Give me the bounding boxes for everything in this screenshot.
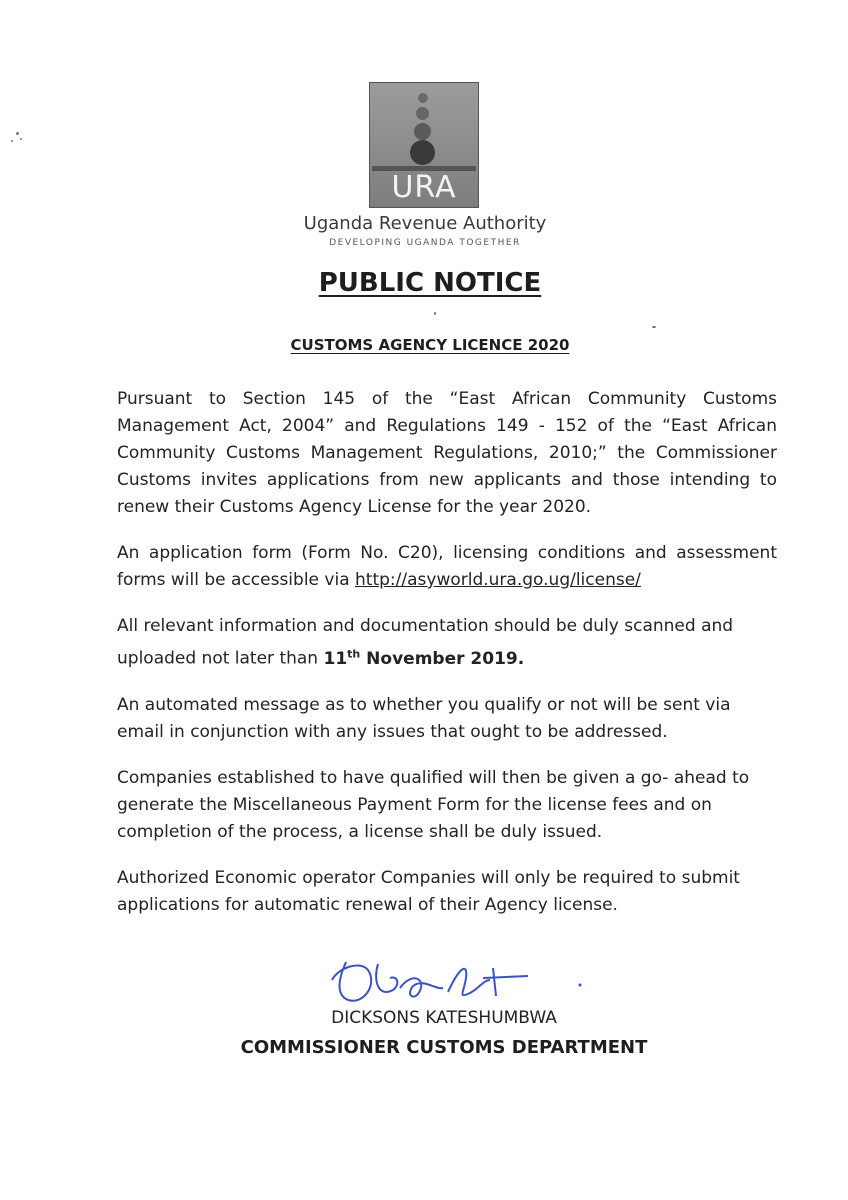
logo-text: URA	[391, 170, 457, 205]
organization-tagline: DEVELOPING UGANDA TOGETHER	[329, 238, 521, 248]
paragraph-section-reference: Pursuant to Section 145 of the “East African Community Customs Management Act, 2004” and Regulations 149 - 152 of the “East African Community Customs Management Regulations, 2010;” the Commissioner Customs invites applications from new applicants and those intending to renew their Customs Agency License for the year 2020.	[117, 389, 777, 517]
paragraph-automated-message: An automated message as to whether you qualify or not will be sent via email in conjunction with any issues that ought to be addressed.	[117, 694, 731, 742]
scan-speck	[16, 132, 19, 135]
logo-dot-medium	[414, 123, 431, 140]
notice-body	[117, 386, 777, 938]
page-title: PUBLIC NOTICE	[318, 268, 542, 298]
scan-speck	[434, 312, 436, 315]
scan-speck	[20, 138, 22, 140]
paragraph-aeo-companies: Authorized Economic operator Companies will only be required to submit applications for automatic renewal of their Agency license.	[117, 867, 740, 915]
signatory-name: DICKSONS KATESHUMBWA	[331, 1008, 557, 1028]
paragraph-payment-form: Companies established to have qualified will then be given a go- ahead to generate the Miscellaneous Payment Form for the license fees and on completion of the process, a license shall be duly issued.	[117, 767, 750, 842]
organization-name: Uganda Revenue Authority	[303, 213, 547, 234]
scan-speck	[652, 326, 656, 328]
deadline-text: All relevant information and documentation should be duly scanned and uploaded not later than	[117, 616, 734, 669]
deadline-day-suffix: th	[347, 647, 361, 660]
signatory-title: COMMISSIONER CUSTOMS DEPARTMENT	[240, 1037, 648, 1058]
paragraph-application-form	[117, 540, 777, 594]
deadline-month-year: November 2019.	[360, 648, 525, 669]
deadline-date	[324, 649, 525, 669]
scan-speck	[11, 140, 13, 142]
paragraph-deadline	[117, 613, 777, 673]
logo-dot-small	[416, 107, 429, 120]
logo-dot-small	[418, 93, 428, 103]
notice-subtitle: CUSTOMS AGENCY LICENCE 2020	[290, 336, 570, 354]
deadline-day: 11	[323, 648, 348, 669]
ura-logo	[369, 82, 479, 208]
logo-dot-large	[410, 140, 435, 165]
application-form-text: An application form (Form No. C20), licensing conditions and assessment forms will be accessible via	[117, 543, 777, 590]
handwritten-signature	[318, 950, 598, 1010]
license-portal-link[interactable]: http://asyworld.ura.go.ug/license/	[355, 570, 641, 590]
